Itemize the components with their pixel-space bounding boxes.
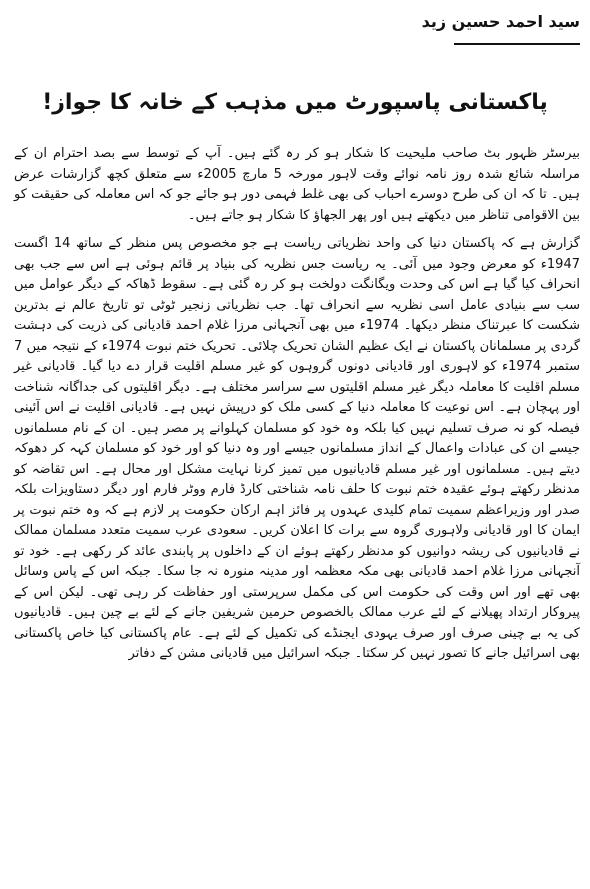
author-byline: سید احمد حسین زید [421, 12, 580, 31]
article-title: پاکستانی پاسپورٹ میں مذہب کے خانہ کا جواز! [42, 90, 548, 115]
byline-underline [454, 43, 580, 45]
paragraph-2: گزارش ہے کہ پاکستان دنیا کی واحد نظریاتی ریاست ہے جو مخصوص پس منظر کے ساتھ 14 اگست 1947ء کو معرض وجود میں آئی۔ یہ ریاست جس نظریہ کی بنیاد پر قائم ہوئی ہے اس سے جب بھی انحراف کیا گیا ہے اس کی وحدت ویگانگت دولخت ہو کر رہ گئی ہے۔ سقوط ڈھاکہ کے دیگر عوامل میں سب سے بنیادی عامل اسی نظریہ سے انحراف تھا۔ جب نظریاتی زنجیر ٹوٹی تو تاریخ عالم نے بدترین شکست کا عبرتناک منظر دیکھا۔ 1974ء میں بھی آنجہانی مرزا غلام احمد قادیانی کی ذریت کی دہشت گردی پر مسلمانان پاکستان نے ایک عظیم الشان تحریک چلائی۔ تحریک ختم نبوت 1974ء کے نتیجہ میں 7 ستمبر 1974ء کو لاہوری اور قادیانی دونوں گروہوں کو غیر مسلم اقلیت قرار دے دیا گیا۔ قادیانی غیر مسلم اقلیت کا معاملہ دیگر غیر مسلم اقلیتوں سے سراسر مختلف ہے۔ دیگر اقلیتوں کی جداگانہ شناخت اور پہچان ہے۔ اس نوعیت کا معاملہ دنیا کے کسی ملک کو درپیش نہیں ہے۔ قادیانی اقلیت نے اس آئینی فیصلہ کو نہ صرف تسلیم نہیں کیا بلکہ وہ خود کو مسلمان کہلوانے پر مصر ہیں۔ ان کے نام مسلمانوں جیسے ان کی عبادات واعمال کے انداز مسلمانوں جیسے اور وہ دنیا کو اور خود کو مسلمان کہہ کر دھوکہ دیتے ہیں۔ مسلمانوں اور غیر مسلم قادیانیوں میں تمیز کرنا نہایت مشکل اور محال ہے۔ اس تقاضہ کو مدنظر رکھتے ہوئے عقیدہ ختم نبوت کا حلف نامہ شناختی کارڈ فارم ووٹر فارم اور دیگر دستاویزات بلکہ صدر اور وزیراعظم سمیت تمام کلیدی عہدوں پر فائز اہم ارکان حکومت پر لازم ہے کہ وہ ختم نبوت پر ایمان کا اور قادیانی ولاہوری گروہ سے برات کا اعلان کریں۔ سعودی عرب سمیت متعدد مسلمان ممالک نے قادیانیوں کی ریشہ دوانیوں کو مدنظر رکھتے ہوئے ان کے داخلوں پر پابندی عائد کر رکھی ہے۔ خود تو آنجہانی مرزا غلام احمد قادیانی بھی مکہ معظمہ اور مدینہ منورہ نہ جا سکا۔ جبکہ اس کے پاس وسائل بھی تھے اور اس وقت کی حکومت اس کی مکمل سرپرستی اور حفاظت کر رہی تھی۔ لیکن اس کے پیروکار ارتداد پھیلانے کے لئے عرب ممالک بالخصوص حرمین شریفین جانے کے لئے بے چین ہیں۔ قادیانیوں کی یہ بے چینی صرف اور صرف یہودی ایجنڈے کی تکمیل کے لئے ہے۔ عام پاکستانی کیا خاص پاکستانی بھی اسرائیل جانے کا تصور نہیں کر سکتا۔ جبکہ اسرائیل میں قادیانی مشن کے دفاتر [14, 236, 581, 661]
article-body [14, 144, 580, 665]
paragraph-1: بیرسٹر ظہور بٹ صاحب ملیحیت کا شکار ہو کر رہ گئے ہیں۔ آپ کے توسط سے بصد احترام ان کے مراسلہ شائع شدہ روز نامہ نوائے وقت لاہور مورخہ 5 مارچ 2005ء سے متعلق کچھ گزارشات عرض ہیں۔ تا کہ ان کی طرح دوسرے احباب کی بھی غلط فہمی دور ہو جائے جو کہ اس معاملہ کی حقیقت کو بین الاقوامی تناظر میں دیکھتے ہیں اور پھر الجھاؤ کا شکار ہو جاتے ہیں۔ [14, 146, 581, 223]
